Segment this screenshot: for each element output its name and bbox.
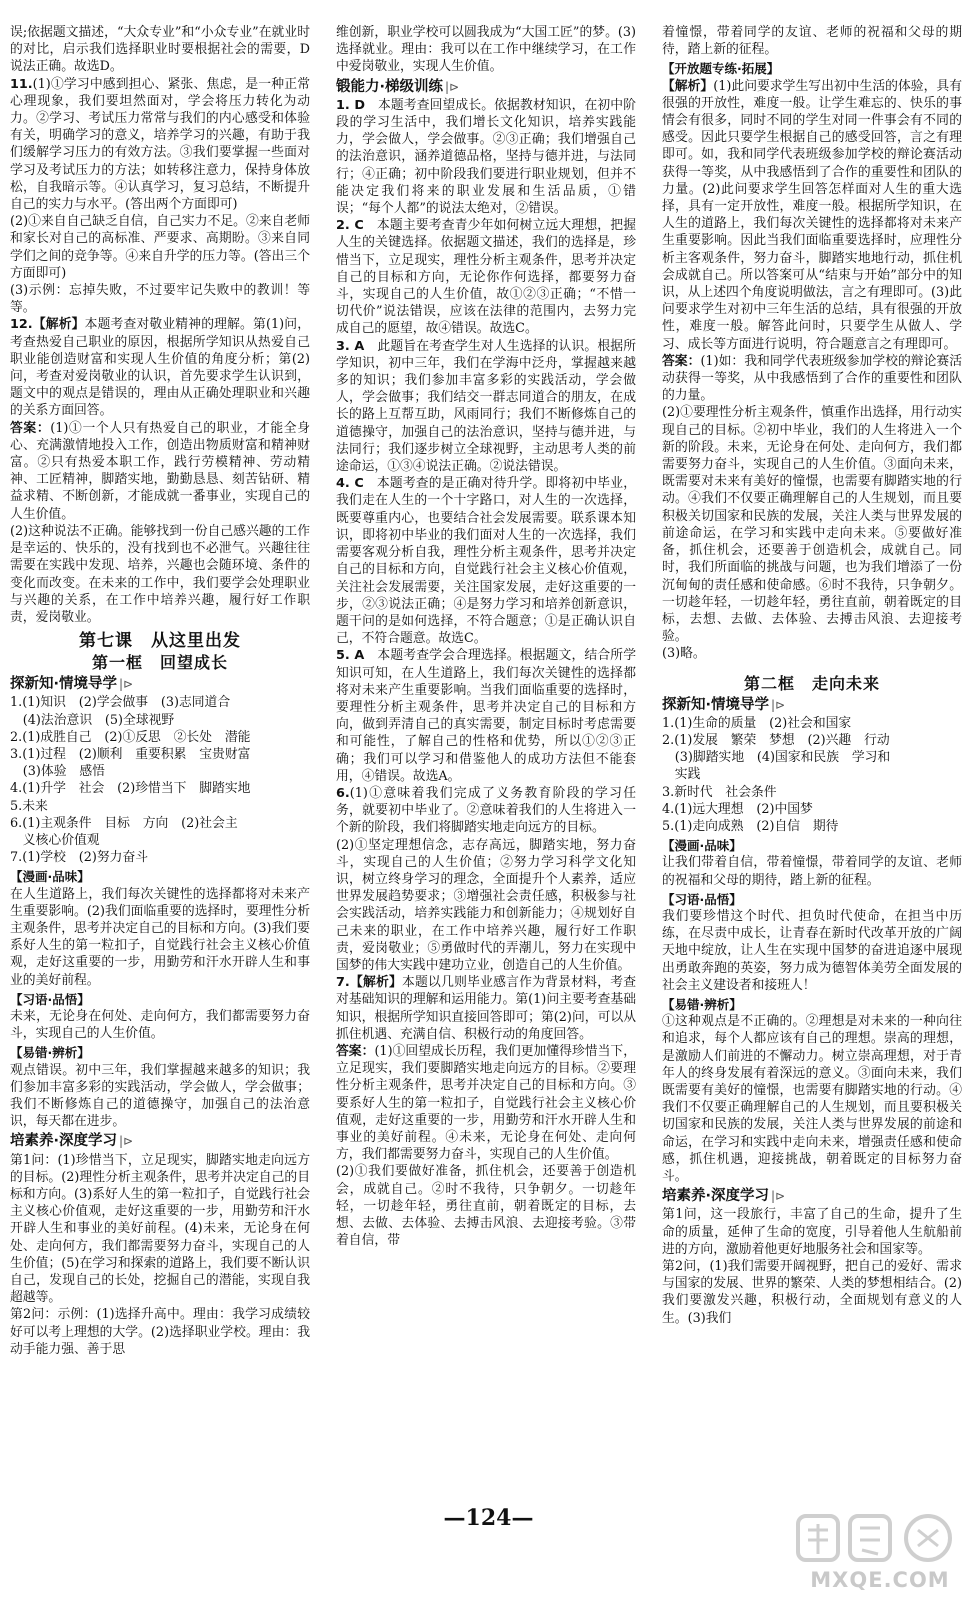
fill-answers bbox=[10, 694, 310, 866]
section-heading bbox=[662, 697, 962, 714]
fill-line: 2.(1)成胜自己 (2)①反思 ②长处 潜能 bbox=[10, 729, 251, 745]
column-middle bbox=[336, 24, 636, 1494]
question-number: 2. C bbox=[336, 218, 364, 234]
deep-answer: 第2问：示例：(1)选择升高中。理由：我学习成绩较好可以考上理想的大学。(2)选择职业学校。理由：我动手能力强、善于思 bbox=[10, 1307, 310, 1357]
fill-line: 3.(1)过程 (2)顺利 重要积累 宝贵财富 bbox=[10, 746, 251, 762]
yicuo-tag: 【易错·辨析】 bbox=[662, 996, 742, 1012]
deep-answer: 第1问，这一段旅行，丰富了自己的生命，提升了生命的质量，延伸了生命的宽度，引导着他人生航船前进的方向，激励着他更好地服务社会和国家等。 bbox=[662, 1207, 962, 1257]
section-heading bbox=[10, 676, 310, 693]
fill-line: 2.(1)发展 繁荣 梦想 (2)兴趣 行动 bbox=[662, 732, 890, 748]
frame-title: 第一框 回望成长 bbox=[91, 653, 228, 673]
fill-line: 5.(1)走向成熟 (2)自信 期待 bbox=[662, 818, 839, 834]
analysis-text: 本题以几则毕业感言作为背景材料，考查对基础知识的理解和运用能力。第(1)问主要考查基础知识，根据所学知识直接回答即可；第(2)问，可以从抓住机遇、充满自信、积极行动的角度回答。 bbox=[336, 975, 636, 1042]
answer-text: (1)①意味着我们完成了义务教育阶段的学习任务，就要初中毕业了。②意味着我们的人生将进入一个新的阶段，我们将脚踏实地走向远方的目标。 bbox=[336, 785, 636, 836]
question-number: 7. bbox=[336, 975, 350, 991]
answer-block bbox=[10, 420, 310, 523]
page-number: —124— bbox=[443, 1505, 534, 1531]
paragraph: 着憧憬，带着同学的友谊、老师的祝福和父母的期待，踏上新的征程。 bbox=[662, 25, 962, 58]
section-heading bbox=[662, 1188, 962, 1205]
fill-answers bbox=[662, 715, 962, 835]
fill-line: (3)体验 感悟 bbox=[10, 764, 105, 780]
question-number: 4. C bbox=[336, 476, 364, 492]
manhua-tag: 【漫画·品味】 bbox=[662, 838, 742, 854]
answer-text: (3)示例：忘掉失败，不过要牢记失败中的教训！等等。 bbox=[10, 283, 310, 316]
question-5 bbox=[336, 647, 636, 785]
question-4 bbox=[336, 475, 636, 647]
answer-text: 本题考查回望成长。依据教材知识，在初中阶段的学习生活中，我们增长文化知识，培养实践能力，学会做人，学会做事。②③正确；我们增强自己的法治意识，涵养道德品格，坚持与德并进，与法同行；④正确；初中阶段我们要进行职业规划，但并不能决定我们将来的职业发展和生活品质，①错误；“每个人都”的说法太绝对，②错误。 bbox=[336, 97, 636, 217]
answer-tag: 答案： bbox=[336, 1043, 375, 1059]
double-arrow-icon: |⊳ bbox=[445, 79, 460, 94]
yicuo-tag: 【易错·辨析】 bbox=[10, 1045, 90, 1061]
answer-text: (2)①我们要做好准备，抓住机会，还要善于创造机会，成就自己。②时不我待，只争朝夕。一切趁年轻，一切趁年轻，勇往直前，朝着既定的目标，去想、去做、去体验、去搏击风浪、去迎接考验。③带着自信，带 bbox=[336, 1164, 636, 1249]
section-heading-text: 探新知·情境导学 bbox=[10, 676, 118, 693]
manhua-text: 在人生道路上，我们每次关键性的选择都将对未来产生重要影响。(2)我们面临重要的选择时，要理性分析主观条件，思考并决定自己的目标和方向。(3)我们要系好人生的第一粒扣子，自觉践行社会主义核心价值观，走好这重要的一步，用勤劳和汗水开辟人生和事业的美好前程。 bbox=[10, 886, 310, 988]
fill-line: 义核心价值观 bbox=[10, 832, 100, 848]
watermark-logo bbox=[790, 1510, 970, 1596]
analysis-block bbox=[662, 78, 962, 353]
fill-line: 4.(1)升学 社会 (2)珍惜当下 脚踏实地 bbox=[10, 781, 251, 797]
answer-text: 本题考查的是正确对待升学。即将初中毕业，我们走在人生的一个十字路口，对人生的一次选择，既要尊重内心，也要结合社会发展需要。联系课本知识，即将初中毕业的我们面对人生的一次选择，我们需要客观分析自我，理性分析主观条件，思考并决定自己的目标和方向，自觉践行社会主义核心价值观，关注社会发展需要，关注国家发展，走好这重要的一步，②③说法正确；④是努力学习和培养创新意识，题干问的是如何选择，不符合题意；①是正确认识自己，不符合题意。故选C。 bbox=[336, 476, 636, 647]
question-7 bbox=[336, 974, 636, 1043]
fill-line: 1.(1)知识 (2)学会做事 (3)志同道合 bbox=[10, 695, 231, 711]
question-number: 6. bbox=[336, 785, 350, 801]
fill-line: (4)法治意识 (5)全球视野 bbox=[10, 712, 175, 728]
section-heading bbox=[336, 79, 636, 96]
answer-block bbox=[336, 1043, 636, 1163]
watermark-logo-icon bbox=[790, 1510, 970, 1570]
xiyu-text: 我们要珍惜这个时代、担负时代使命，在担当中历练，在尽责中成长，让青春在新时代改革开放的广阔天地中绽放，让人生在实现中国梦的奋进追逐中展现出勇敢奔跑的英姿，努力成为德智体美劳全面发展的社会主义建设者和接班人！ bbox=[662, 908, 962, 993]
question-2 bbox=[336, 217, 636, 337]
answer-text: 本题考查学会合理选择。根据题文，结合所学知识可知，在人生道路上，我们每次关键性的选择都将对未来产生重要影响。当我们面临重要的选择时，要理性分析主观条件，思考并决定自己的目标和方向，做到弄清自己的真实需要，制定目标时考虑需要和可能性，了解自己的性格和优势，所以①②③正确；我们可以学习和借鉴他人的成功方法但不能套用，④错误。故选A。 bbox=[336, 648, 636, 784]
fill-line: (3)脚踏实地 (4)国家和民族 学习和 bbox=[662, 750, 891, 766]
xiyu-text: 未来，无论身在何处、走向何方，我们都需要努力奋斗，实现自己的人生价值。 bbox=[10, 1008, 310, 1042]
double-arrow-icon: |⊳ bbox=[119, 677, 134, 692]
double-arrow-icon: |⊳ bbox=[119, 1134, 134, 1149]
answer-text: (1)①一个人只有热爱自己的职业，才能全身心、充满激情地投入工作，创造出物质财富和精神财富。②只有热爱本职工作，践行劳模精神、劳动精神、工匠精神，脚踏实地，勤勤恳恳、刻苦钻研、精益求精、不断创新，才能成就一番事业，实现自己的人生价值。 bbox=[10, 420, 310, 522]
question-12 bbox=[10, 316, 310, 419]
answer-text: 本题主要考查青少年如何树立远大理想，把握人生的关键选择。依据题文描述，我们的选择是，珍惜当下，立足现实，理性分析主观条件，思考并决定自己的目标和方向，无论你作何选择，都要努力奋斗，实现自己的人生价值，故①②③正确；“不惜一切代价”说法错误，应该在法律的范围内，去努力完成自己的愿望，故④错误。故选C。 bbox=[336, 218, 636, 337]
lesson-title: 第七课 从这里出发 bbox=[79, 631, 241, 652]
double-arrow-icon: |⊳ bbox=[771, 1189, 786, 1204]
fill-line: 7.(1)学校 (2)努力奋斗 bbox=[10, 850, 149, 866]
watermark-text: MXQE.COM bbox=[810, 1568, 950, 1592]
open-question-tag: 【开放题专练·拓展】 bbox=[662, 61, 780, 77]
xiyu-tag: 【习语·品悟】 bbox=[662, 891, 742, 907]
answer-text: (2)①来自自己缺乏自信，自己实力不足。②来自老师和家长对自己的高标准、严要求、高期盼。③来自同学们之间的竞争等。④来自升学的压力等。(答出三个方面即可) bbox=[10, 214, 310, 281]
yicuo-text: 观点错误。初中三年，我们掌握越来越多的知识；我们参加丰富多彩的实践活动，学会做人，学会做事；我们不断修炼自己的道德操守，加强自己的法治意识，每天都在进步。 bbox=[10, 1062, 310, 1130]
section-heading-text: 培素养·深度学习 bbox=[10, 1133, 118, 1150]
manhua-text: 让我们带着自信，带着憧憬，带着同学的友谊、老师的祝福和父母的期待，踏上新的征程。 bbox=[662, 855, 962, 888]
answer-text: (3)略。 bbox=[662, 646, 706, 662]
question-number: 12. bbox=[10, 317, 33, 333]
answer-tag: 答案： bbox=[662, 353, 701, 369]
question-6 bbox=[336, 785, 636, 837]
section-heading bbox=[10, 1133, 310, 1150]
fill-line: 3.新时代 社会条件 bbox=[662, 784, 777, 800]
deep-answer: 第2问，(1)我们需要开阔视野，把自己的爱好、需求与国家的发展、世界的繁荣、人类的梦想相结合。(2)我们要激发兴趣，积极行动，全面规划有意义的人生。(3)我们 bbox=[662, 1259, 962, 1326]
paragraph: 维创新，职业学校可以圆我成为“大国工匠”的梦。(3)选择就业。理由：我可以在工作中继续学习，在工作中爱岗敬业，实现人生价值。 bbox=[336, 25, 636, 75]
deep-answer: 第1问：(1)珍惜当下，立足现实，脚踏实地走向远方的目标。(2)理性分析主观条件，思考并决定自己的目标和方向。(3)系好人生的第一粒扣子，自觉践行社会主义核心价值观，走好这重要的一步，用勤劳和汗水开辟人生和事业的美好前程。(4)未来，无论身在何处、走向何方，我们都需要努力奋斗，实现自己的人生价值；(5)在学习和探索的道路上，我们要不断认识自己，发现自己的长处，挖掘自己的潜能，实现自我超越等。 bbox=[10, 1152, 310, 1306]
answer-block bbox=[662, 353, 962, 405]
manhua-tag: 【漫画·品味】 bbox=[10, 869, 90, 885]
answer-text: (2)①要理性分析主观条件，慎重作出选择，用行动实现自己的目标。②初中毕业，我们的人生将进入一个新的阶段。未来，无论身在何处、走向何方，我们都需要努力奋斗，实现自己的人生价值。③面向未来，既需要对未来有美好的憧憬，也需要有脚踏实地的行动。④我们不仅要正确理解自己的人生规划，而且要积极关切国家和民族的发展，关注人类与世界发展的前途命运，在学习和实践中走向未来。⑤要做好准备，抓住机会，还要善于创造机会，成就自己。同时，我们所面临的挑战与问题，也为我们增添了一份沉甸甸的责任感和使命感。⑥时不我待，只争朝夕。一切趁年轻，一切趁年轻，勇往直前，朝着既定的目标，去想、去做、去体验、去搏击风浪、去迎接考验。 bbox=[662, 405, 962, 645]
double-arrow-icon: |⊳ bbox=[771, 697, 786, 712]
xiyu-tag: 【习语·品悟】 bbox=[10, 991, 90, 1007]
section-heading-text: 探新知·情境导学 bbox=[662, 696, 770, 713]
yicuo-text: ①这种观点是不正确的。②理想是对未来的一种向往和追求，每个人都应该有自己的理想。崇高的理想，是激励人们前进的不懈动力。树立崇高理想，对于青年人的终身发展有着深远的意义。③面向未来，我们既需要有美好的憧憬，也需要有脚踏实地的行动。④我们不仅要正确理解自己的人生规划，而且要积极关切国家和民族的发展，关注人类与世界发展的前途和命运，在学习和实践中走向未来，增强责任感和使命感，抓住机遇，迎接挑战，朝着既定的目标努力奋斗。 bbox=[662, 1014, 962, 1184]
question-1 bbox=[336, 97, 636, 217]
column-left bbox=[10, 24, 310, 1494]
answer-text: (1)①学习中感到担心、紧张、焦虑，是一种正常心理现象，我们要坦然面对，学会将压力转化为动力。②学习、考试压力常常与我们的内心感受和体验有关，明确学习的意义，培养学习的兴趣，有助于我们缓解学习压力的有效方法。③我们要掌握一些面对学习及考试压力的方法；如转移注意力，保持身体放松，自我暗示等。④认真学习，复习总结，不断提升自己的实力与水平。(答出两个方面即可) bbox=[10, 76, 310, 213]
answer-text: (2)①坚定理想信念，志存高远，脚踏实地，努力奋斗，实现自己的人生价值；②努力学习科学文化知识，树立终身学习的理念，全面提升个人素养，适应世界发展趋势要求；③增强社会责任感，积极参与社会实践活动，培养实践能力和创新能力；④规划好自己未来的职业，在工作中培养兴趣，履行好工作职责，爱岗敬业；⑤勇做时代的弄潮儿，努力在实现中国梦的伟大实践中建功立业，创造自己的人生价值。 bbox=[336, 837, 636, 973]
analysis-tag: 【解析】 bbox=[32, 317, 85, 333]
column-right bbox=[662, 24, 962, 1494]
section-heading-text: 锻能力·梯级训练 bbox=[336, 78, 444, 95]
answer-tag: 答案： bbox=[10, 420, 51, 436]
question-number: 1. D bbox=[336, 97, 365, 113]
frame-title: 第二框 走向未来 bbox=[743, 673, 880, 693]
answer-text: 此题旨在考查学生对人生选择的认识。根据所学知识，初中三年，我们在学海中泛舟，掌握越来越多的知识；我们参加丰富多彩的实践活动，学会做人，学会做事；我们结交一群志同道合的朋友，在成长的路上互帮互助，风雨同行；我们不断修炼自己的道德操守，加强自己的法治意识，坚持与德并进，与法同行；我们逐步树立全球视野，主动思考人类的前途命运，①③④说法正确。②说法错误。 bbox=[336, 338, 636, 475]
answer-text: (1)①回望成长历程，我们更加懂得珍惜当下，立足现实，我们要脚踏实地走向远方的目标。②要理性分析主观条件，思考并决定自己的目标和方向。③要系好人生的第一粒扣子，自觉践行社会主义核心价值观，走好这重要的一步，用勤劳和汗水开辟人生和事业的美好前程。④未来，无论身在何处、走向何方，我们都需要努力奋斗，实现自己的人生价值。 bbox=[336, 1043, 636, 1163]
fill-line: 4.(1)远大理想 (2)中国梦 bbox=[662, 801, 813, 817]
answer-text: (2)这种说法不正确。能够找到一份自己感兴趣的工作是幸运的、快乐的，没有找到也不必泄气。兴趣往往需要在实践中发现、培养，兴趣也会随环境、条件的变化而改变。在未来的工作中，我们要学会处理职业与兴趣的关系，在工作中培养兴趣，履行好工作职责，爱岗敬业。 bbox=[10, 523, 310, 625]
analysis-tag: 【解析】 bbox=[662, 78, 714, 94]
fill-line: 1.(1)生命的质量 (2)社会和国家 bbox=[662, 715, 852, 731]
question-number: 5. A bbox=[336, 648, 365, 664]
paragraph: 误;依据题文描述，“大众专业”和“小众专业”在就业时的对比，启示我们选择职业时要根据社会的需要，D说法正确。故选D。 bbox=[10, 25, 310, 75]
fill-line: 5.未来 bbox=[10, 798, 48, 814]
answer-text: (1)如：我和同学代表班级参加学校的辩论赛活动获得一等奖，从中我感悟到了合作的重要性和团队的力量。 bbox=[662, 353, 962, 404]
fill-line: 6.(1)主观条件 目标 方向 (2)社会主 bbox=[10, 815, 238, 831]
question-11 bbox=[10, 76, 310, 214]
question-number: 11. bbox=[10, 76, 33, 92]
section-heading-text: 培素养·深度学习 bbox=[662, 1188, 770, 1205]
analysis-text: 本题考查对敬业精神的理解。第(1)问，考查热爱自己职业的原因，根据所学知识从热爱自己职业能创造财富和实现人生价值的角度分析；第(2)问，考查对爱岗敬业的认识，首先要求学生认识到，题文中的观点是错误的，理由从正确处理职业和兴趣的关系方面回答。 bbox=[10, 317, 310, 419]
analysis-tag: 【解析】 bbox=[349, 975, 403, 991]
question-3 bbox=[336, 338, 636, 476]
question-number: 3. A bbox=[336, 338, 365, 354]
analysis-text: (1)此问要求学生写出初中生活的体验，具有很强的开放性，难度一般。让学生难忘的、快乐的事情会有很多，同时不同的学生对同一件事会有不同的感受。因此只要学生根据自己的感受回答，言之有理即可。如，我和同学代表班级参加学校的辩论赛活动获得一等奖，从中我感悟到了合作的重要性和团队的力量。(2)此问要求学生回答怎样面对人生的重大选择，具有一定开放性，难度一般。根据所学知识，在人生的道路上，我们每次关键性的选择都将对未来产生重要影响。因此当我们面临重要选择时，应理性分析主客观条件，努力奋斗，脚踏实地地行动，抓住机会成就自己。所以答案可从“结束与开始”部分中的知识，从上述四个角度说明做法，言之有理即可。(3)此问要求学生对初中三年生活的总结，具有很强的开放性，难度一般。解答此问时，只要学生从做人、学习、成长等方面进行说明，符合题意言之有理即可。 bbox=[662, 78, 962, 352]
fill-line: 实践 bbox=[662, 767, 701, 783]
